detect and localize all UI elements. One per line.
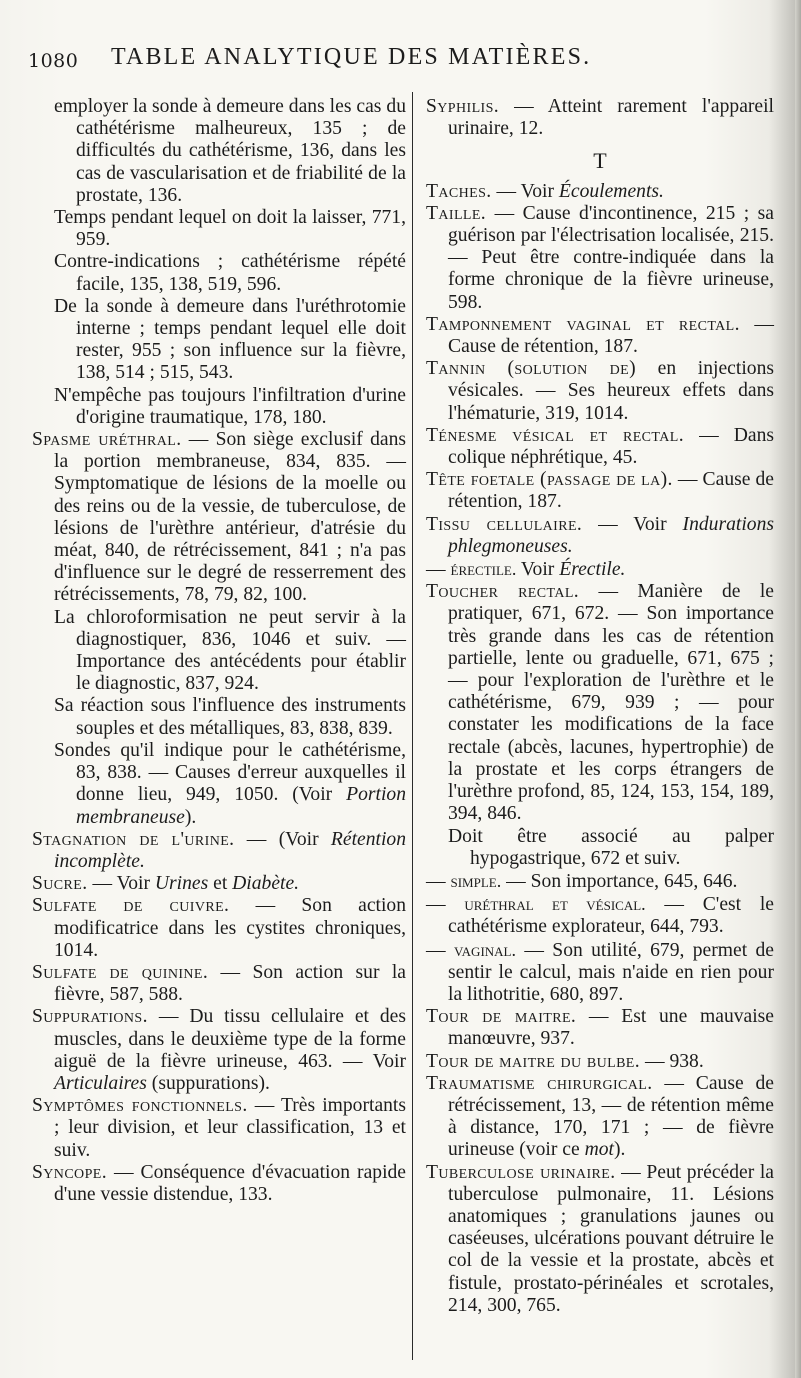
index-entry xyxy=(32,429,406,607)
entry-text: — Conséquence d'évacuation rapide d'une vessie distendue, 133. xyxy=(54,1161,406,1205)
entry-text: — Son importance, 645, 646. xyxy=(501,870,738,892)
entry-text: — Son utilité, 679, permet de sentir le calcul, mais n'aide en rien pour la lithotritie, 680, 897. xyxy=(448,939,774,1005)
index-entry xyxy=(426,1073,774,1162)
entry-headword: Tamponnement vaginal et rectal. xyxy=(426,313,740,335)
index-subentry xyxy=(54,96,406,207)
entry-text: Doit être associé au palper hypogastrique, 672 et suiv. xyxy=(448,825,774,869)
entry-headword: Tuberculose urinaire. xyxy=(426,1161,616,1183)
entry-text: ). xyxy=(613,1139,626,1161)
index-entry xyxy=(426,314,774,358)
cross-reference: mot xyxy=(584,1139,614,1161)
entry-text: Sa réaction sous l'influence des instruments souples et des métalliques, 83, 838, 839. xyxy=(54,695,406,739)
entry-headword: Taille. xyxy=(426,202,487,224)
index-subentry xyxy=(54,740,406,829)
entry-text: Sondes qu'il indique pour le cathétérisme, 83, 838. — Causes d'erreur auxquelles il donne lieu, 949, 1050. (Voir xyxy=(54,739,406,806)
entry-text: La chloroformisation ne peut servir à la diagnostiquer, 836, 1046 et suiv. — Importance des antécédents pour établir le diagnostic, 837, 924. xyxy=(54,606,406,695)
index-entry xyxy=(32,1006,406,1095)
index-subentry xyxy=(54,385,406,429)
cross-reference: Portion membraneuse xyxy=(76,784,406,828)
entry-headword: Sucre. xyxy=(32,873,88,895)
entry-text: érectile. xyxy=(450,559,517,580)
entry-text: — Son action sur la fièvre, 587, 588. xyxy=(54,961,406,1006)
entry-text: — Cause de rétention, 187. xyxy=(448,469,775,513)
index-entry xyxy=(32,829,406,873)
index-entry xyxy=(426,581,774,825)
cross-reference: Rétention incomplète. xyxy=(54,828,406,872)
index-entry xyxy=(426,96,774,140)
page-header xyxy=(28,44,768,78)
entry-headword: Syncope. xyxy=(32,1161,108,1183)
entry-text: — xyxy=(426,559,451,581)
cross-reference: Écoulements. xyxy=(558,180,664,202)
entry-text: uréthral et vésical. xyxy=(464,894,646,915)
cross-reference: Urines xyxy=(154,873,209,895)
entry-text: — Cause de rétrécissement, 13, — de rétention même à distance, 170, 171 ; — de fièvre urineuse (voir ce xyxy=(448,1072,774,1161)
entry-text: — Est une mauvaise manœuvre, 937. xyxy=(448,1006,775,1050)
entry-text: — Manière de le pratiquer, 671, 672. — Son importance très grande dans les cas de rétention partielle, lente ou graduelle, 671, 675 ; — pour l'exploration de l'urèthre et le cathétérisme, 679, 939 ; — pour constater les modifications de la face rectale (abcès, lacunes, hypertrophie) de la prostate et les corps étrangers de l'urèthre profond, 85, 124, 153, 154, 189, 394, 846. xyxy=(448,581,774,825)
entry-headword: Tour de maitre. xyxy=(426,1006,577,1028)
running-title: TABLE ANALYTIQUE DES MATIÈRES. xyxy=(111,44,592,70)
entry-text: — Très importants ; leur division, et leur classification, 13 et suiv. xyxy=(54,1095,407,1161)
entry-text: — Son siège exclusif dans la portion membraneuse, 834, 835. — Symptomatique de lésions de la moelle ou des reins ou de la vessie, de tuberculose, de lésions de l'urèthre antérieur, d'atrésie du méat, 840, de rétrécissement, 841 ; n'a pas d'influence sur le degré de resserrement des rétrécissements, 78, 79, 82, 100. xyxy=(54,429,406,606)
entry-text: — Cause de rétention, 187. xyxy=(448,313,774,358)
index-entry xyxy=(426,358,774,425)
entry-text: — xyxy=(426,894,465,916)
entry-headword: Taches. xyxy=(426,180,492,202)
index-entry xyxy=(32,873,406,895)
entry-headword: Ténesme vésical et rectal. xyxy=(426,424,684,446)
entry-text: en injections vésicales. — Ses heureux effets dans l'hématurie, 319, 1014. xyxy=(448,358,774,424)
index-entry xyxy=(426,870,774,893)
entry-headword: Symptômes fonctionnels. xyxy=(32,1095,248,1117)
index-entry xyxy=(32,1095,406,1162)
entry-headword: Tour de maitre du bulbe. xyxy=(426,1050,641,1072)
entry-text: — Dans colique néphrétique, 45. xyxy=(448,424,774,469)
cross-reference: Érectile. xyxy=(559,559,626,581)
entry-text: employer la sonde à demeure dans les cas du cathétérisme malheureux, 135 ; de difficultés du cathétérisme, 136, dans les cas de vascularisation et de friabilité de la prostate, 136. xyxy=(54,96,406,206)
cross-reference: Articulaires xyxy=(54,1072,147,1094)
page-edge xyxy=(795,0,801,1378)
index-subentry xyxy=(54,607,406,696)
entry-headword: Syphilis. xyxy=(426,96,500,117)
index-subentry xyxy=(54,251,406,295)
entry-text: — Voir xyxy=(491,180,559,202)
index-subentry xyxy=(54,207,406,251)
entry-headword: Tête foetale (passage de la). xyxy=(426,469,673,491)
entry-headword: Sulfate de quinine. xyxy=(32,961,209,983)
entry-text: De la sonde à demeure dans l'uréthrotomie interne ; temps pendant lequel elle doit rester, 955 ; son influence sur la fièvre, 138, 514 ; 515, 543. xyxy=(54,295,406,384)
entry-text: — xyxy=(426,939,454,961)
entry-text: — 938. xyxy=(640,1050,704,1072)
entry-headword: Tissu cellulaire. xyxy=(426,513,583,535)
column-divider xyxy=(412,92,413,1360)
entry-headword: Suppurations. xyxy=(32,1006,148,1028)
cross-reference: Diabète. xyxy=(232,873,300,895)
entry-text: N'empêche pas toujours l'infiltration d'urine d'origine traumatique, 178, 180. xyxy=(54,384,406,428)
index-subentry xyxy=(448,826,774,870)
entry-text: vaginal. xyxy=(453,939,516,960)
entry-text: Contre-indications ; cathétérisme répété facile, 135, 138, 519, 596. xyxy=(54,251,406,295)
index-subentry xyxy=(54,695,406,739)
entry-headword: Tannin (solution de) xyxy=(426,358,637,380)
entry-text: — Peut précéder la tuberculose pulmonaire, 11. Lésions anatomiques ; granulations jaunes ou caséeuses, ulcérations pouvant détruire le col de la vessie et la prostate, abcès et fistule, prostato-périnéales et scrotales, 214, 300, 765. xyxy=(448,1161,774,1316)
index-entry xyxy=(426,1006,774,1050)
entry-text: — Son action modificatrice dans les cystites chroniques, 1014. xyxy=(54,895,407,961)
right-column xyxy=(426,96,774,1317)
index-entry xyxy=(426,514,774,558)
entry-headword: Toucher rectal. xyxy=(426,581,580,603)
index-subentry xyxy=(54,296,406,385)
entry-text: simple. xyxy=(450,870,502,891)
index-entry xyxy=(426,425,774,469)
index-entry xyxy=(32,1162,406,1206)
index-entry xyxy=(426,203,774,314)
index-entry xyxy=(426,1051,774,1073)
index-entry xyxy=(426,1162,774,1317)
left-column xyxy=(32,96,406,1206)
entry-text: — Atteint rarement l'appareil urinaire, 12. xyxy=(448,96,774,140)
entry-text: T xyxy=(593,148,607,174)
entry-text: — Du tissu cellulaire et des muscles, dans le deuxième type de la forme aiguë de la fièvre urineuse, 463. — Voir xyxy=(54,1006,406,1072)
entry-text: ). xyxy=(184,806,197,828)
entry-text: — Voir xyxy=(87,873,155,895)
page-number: 1080 xyxy=(28,50,79,72)
entry-text: et xyxy=(208,873,233,895)
entry-text: Voir xyxy=(516,559,560,581)
entry-headword: Spasme uréthral. xyxy=(32,429,182,451)
entry-text: — C'est le cathétérisme explorateur, 644, 793. xyxy=(448,894,774,938)
entry-text: (suppurations). xyxy=(146,1072,270,1094)
entry-text: — xyxy=(426,870,451,892)
entry-headword: Stagnation de l'urine. xyxy=(32,828,235,850)
index-entry xyxy=(32,895,406,962)
entry-headword: Traumatisme chirurgical. xyxy=(426,1072,653,1094)
entry-text: — (Voir xyxy=(234,828,331,850)
entry-text: Temps pendant lequel on doit la laisser, 771, 959. xyxy=(54,207,406,251)
index-entry xyxy=(426,939,774,1007)
index-entry xyxy=(426,469,774,513)
section-letter xyxy=(426,150,774,172)
entry-text: — Cause d'incontinence, 215 ; sa guérison par l'électrisation localisée, 215. — Peut être contre-indiquée dans la forme chronique de la fièvre urineuse, 598. xyxy=(448,202,774,313)
cross-reference: Indurations phlegmoneuses. xyxy=(448,513,774,557)
entry-text: — Voir xyxy=(582,513,683,535)
index-entry xyxy=(32,962,406,1006)
entry-headword: Sulfate de cuivre. xyxy=(32,895,230,917)
index-entry xyxy=(426,181,774,203)
index-entry xyxy=(426,558,774,581)
index-entry xyxy=(426,893,774,938)
